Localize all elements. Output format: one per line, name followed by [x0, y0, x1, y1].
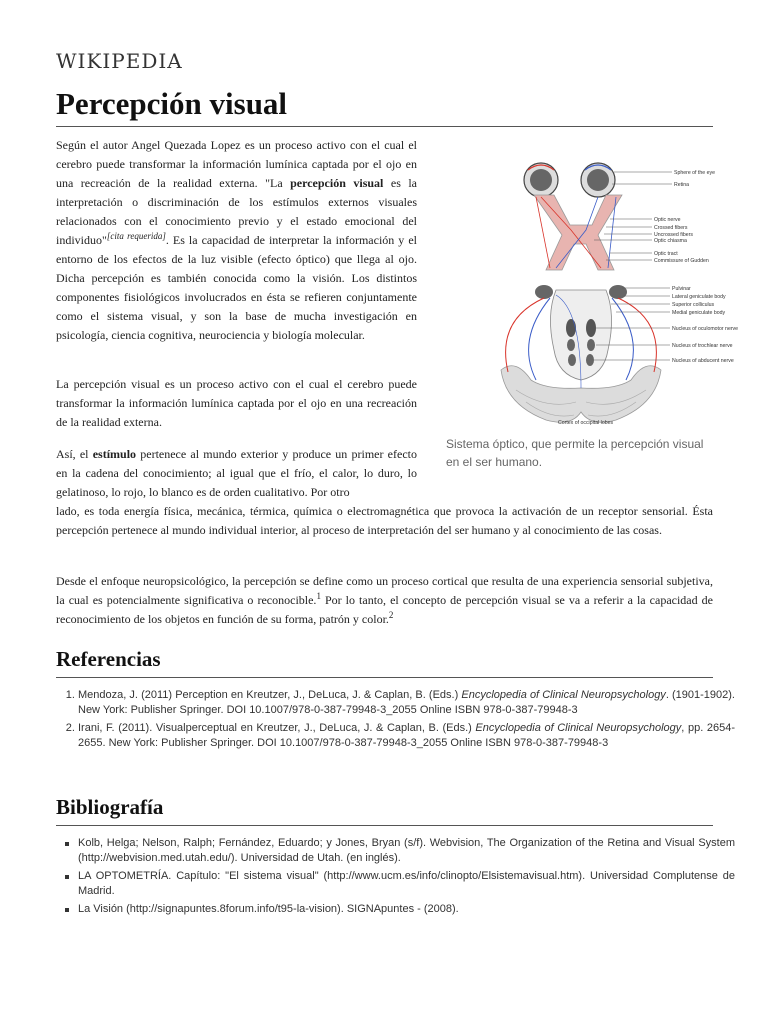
abducent-nucleus-left — [568, 354, 576, 366]
bibliography-text[interactable]: La Visión (http://signapuntes.8forum.info/t95-la-vision). SIGNApuntes - (2008). — [78, 903, 459, 915]
label-pulvinar: Pulvinar — [672, 286, 691, 292]
p3-text-b: pertenece al mundo exterior y produce un primer efecto en la cadena del conocimiento; al igual que el frío, el calor, lo duro, lo gelatinoso, lo rojo, lo blanco es de orden cualitativo. Por otro — [56, 447, 417, 499]
label-oculomotor-nucleus: Nucleus of oculomotor nerve — [672, 326, 739, 332]
reference-item — [78, 721, 735, 751]
ref-link-2[interactable]: 2 — [388, 610, 394, 620]
label-medial-geniculate: Medial geniculate body — [672, 310, 726, 316]
optic-system-figure — [446, 140, 739, 470]
trochlear-nucleus-right — [587, 339, 595, 351]
bibliography-item — [78, 869, 735, 899]
reference-item — [78, 688, 735, 718]
label-trochlear-nucleus: Nucleus of trochlear nerve — [672, 343, 733, 349]
reference-text: Mendoza, J. (2011) Perception en Kreutzer, J., DeLuca, J. & Caplan, B. (Eds.) — [78, 689, 462, 701]
intro-paragraph-4 — [56, 572, 713, 629]
label-superior-colliculus: Superior colliculus — [672, 302, 715, 308]
lgn-left — [535, 285, 553, 299]
p4-text-b: Por lo tanto, el concepto de percepción visual se va a referir a la capacidad de reconocimiento de los objetos en función de su forma, patrón y color. — [56, 593, 713, 626]
bibliography-divider — [56, 825, 713, 826]
intro-paragraph-2 — [56, 375, 417, 432]
bibliography-list — [56, 836, 735, 920]
reference-text: , pp. 2654-2655. New York: Publisher Springer. DOI 10.1007/978-0-387-79948-3_2055 Online ISBN 978-0-387-79948-3 — [78, 722, 735, 749]
label-optic-tract: Optic tract — [654, 251, 678, 257]
optic-system-diagram[interactable] — [446, 140, 739, 430]
page-title: Percepción visual — [56, 86, 288, 121]
p3-text-c: lado, es toda energía física, mecánica, térmica, química o electromagnética que provoca la activación de un receptor sensorial. Ésta percepción pertenece al mundo individual interior, al proceso de interpretación del ser humano y al conocimiento de las cosas. — [56, 504, 713, 537]
label-lateral-geniculate: Lateral geniculate body — [672, 294, 726, 300]
oculomotor-nucleus-right — [586, 319, 596, 337]
reference-title[interactable]: Encyclopedia of Clinical Neuropsychology — [461, 689, 666, 701]
p3-text-a: Así, el — [56, 447, 93, 461]
trochlear-nucleus-left — [567, 339, 575, 351]
label-sphere-of-eye: Sphere of the eye — [674, 170, 715, 176]
label-retina: Retina — [674, 182, 689, 188]
intro-paragraph-1 — [56, 136, 417, 345]
p1-text-b: es la interpretación o discriminación de los estímulos externos visuales relacionados con el conocimiento previo y el estado emocional del individuo" — [56, 176, 418, 247]
midbrain — [550, 290, 611, 380]
intro-paragraph-3-end — [56, 502, 713, 540]
label-crossed-fibers: Crossed fibers — [654, 225, 688, 231]
bibliography-heading: Bibliografía — [56, 795, 164, 819]
references-list — [56, 688, 735, 754]
abducent-nucleus-right — [586, 354, 594, 366]
bullet-icon — [65, 842, 69, 846]
ref-link-1[interactable]: 1 — [316, 591, 321, 601]
references-divider — [56, 677, 713, 678]
bibliography-item — [78, 902, 735, 917]
label-commissure-gudden: Commissure of Gudden — [654, 258, 709, 264]
bullet-icon — [65, 908, 69, 912]
bibliography-text[interactable]: LA OPTOMETRÍA. Capítulo: "El sistema visual" (http://www.ucm.es/info/clinopto/Elsistemavisual.htm). Universidad Complutense de Madrid. — [78, 870, 735, 897]
oculomotor-nucleus-left — [566, 319, 576, 337]
intro-paragraph-3-start — [56, 445, 417, 502]
lgn-right — [609, 285, 627, 299]
label-abducent-nucleus: Nucleus of abducent nerve — [672, 358, 734, 364]
label-occipital-cortex: Cortex of occipital lobes — [558, 420, 614, 426]
p2-text: La percepción visual es un proceso activo con el cual el cerebro puede transformar la información lumínica captada por el ojo en una recreación de la realidad externa. — [56, 377, 417, 429]
p1-text-a: Según el autor Angel Quezada Lopez es un proceso activo con el cual el cerebro puede transformar la información lumínica captada por el ojo en una recreación de la realidad externa. "La — [56, 138, 417, 190]
p4-text-a: Desde el enfoque neuropsicológico, la percepción se define como un proceso cortical que resulta de una experiencia sensorial subjetiva, la cual es potencialmente significativa o reconocible. — [56, 574, 713, 607]
p3-bold-term: estímulo — [92, 447, 137, 461]
citation-needed-link[interactable]: [cita requerida] — [106, 231, 166, 241]
p1-text-c: . Es la capacidad de interpretar la información y el entorno de los efectos de la luz visible (efecto óptico) que llega al ojo. Dicha percepción es también conocida como la visión. Los distintos componentes fisiológicos involucrados en ésta se refieren conjuntamente como el sistema visual, y son la base de mucha investigación en psicología, ciencia cognitiva, neurociencia y biología molecular. — [56, 233, 417, 342]
label-uncrossed-fibers: Uncrossed fibers — [654, 232, 693, 238]
title-divider — [56, 126, 713, 127]
bibliography-text[interactable]: Kolb, Helga; Nelson, Ralph; Fernández, Eduardo; y Jones, Bryan (s/f). Webvision, The Organization of the Retina and Visual System (http://webvision.med.utah.edu/). Universidad de Utah. (en inglés). — [78, 837, 735, 864]
reference-text: . (1901-1902). New York: Publisher Springer. DOI 10.1007/978-0-387-79948-3_2055 Online ISBN 978-0-387-79948-3 — [78, 689, 735, 716]
reference-title[interactable]: Encyclopedia of Clinical Neuropsychology — [475, 722, 682, 734]
wikipedia-wordmark[interactable]: WIKIPEDIA — [56, 49, 183, 73]
bullet-icon — [65, 875, 69, 879]
label-optic-nerve: Optic nerve — [654, 217, 681, 223]
references-heading: Referencias — [56, 647, 161, 671]
p1-bold-term: percepción visual — [290, 176, 384, 190]
bibliography-item — [78, 836, 735, 866]
figure-caption: Sistema óptico, que permite la percepción visual en el ser humano. — [446, 437, 704, 469]
label-optic-chiasma: Optic chiasma — [654, 238, 687, 244]
reference-text: Irani, F. (2011). Visualperceptual en Kreutzer, J., DeLuca, J. & Caplan, B. (Eds.) — [78, 722, 476, 734]
